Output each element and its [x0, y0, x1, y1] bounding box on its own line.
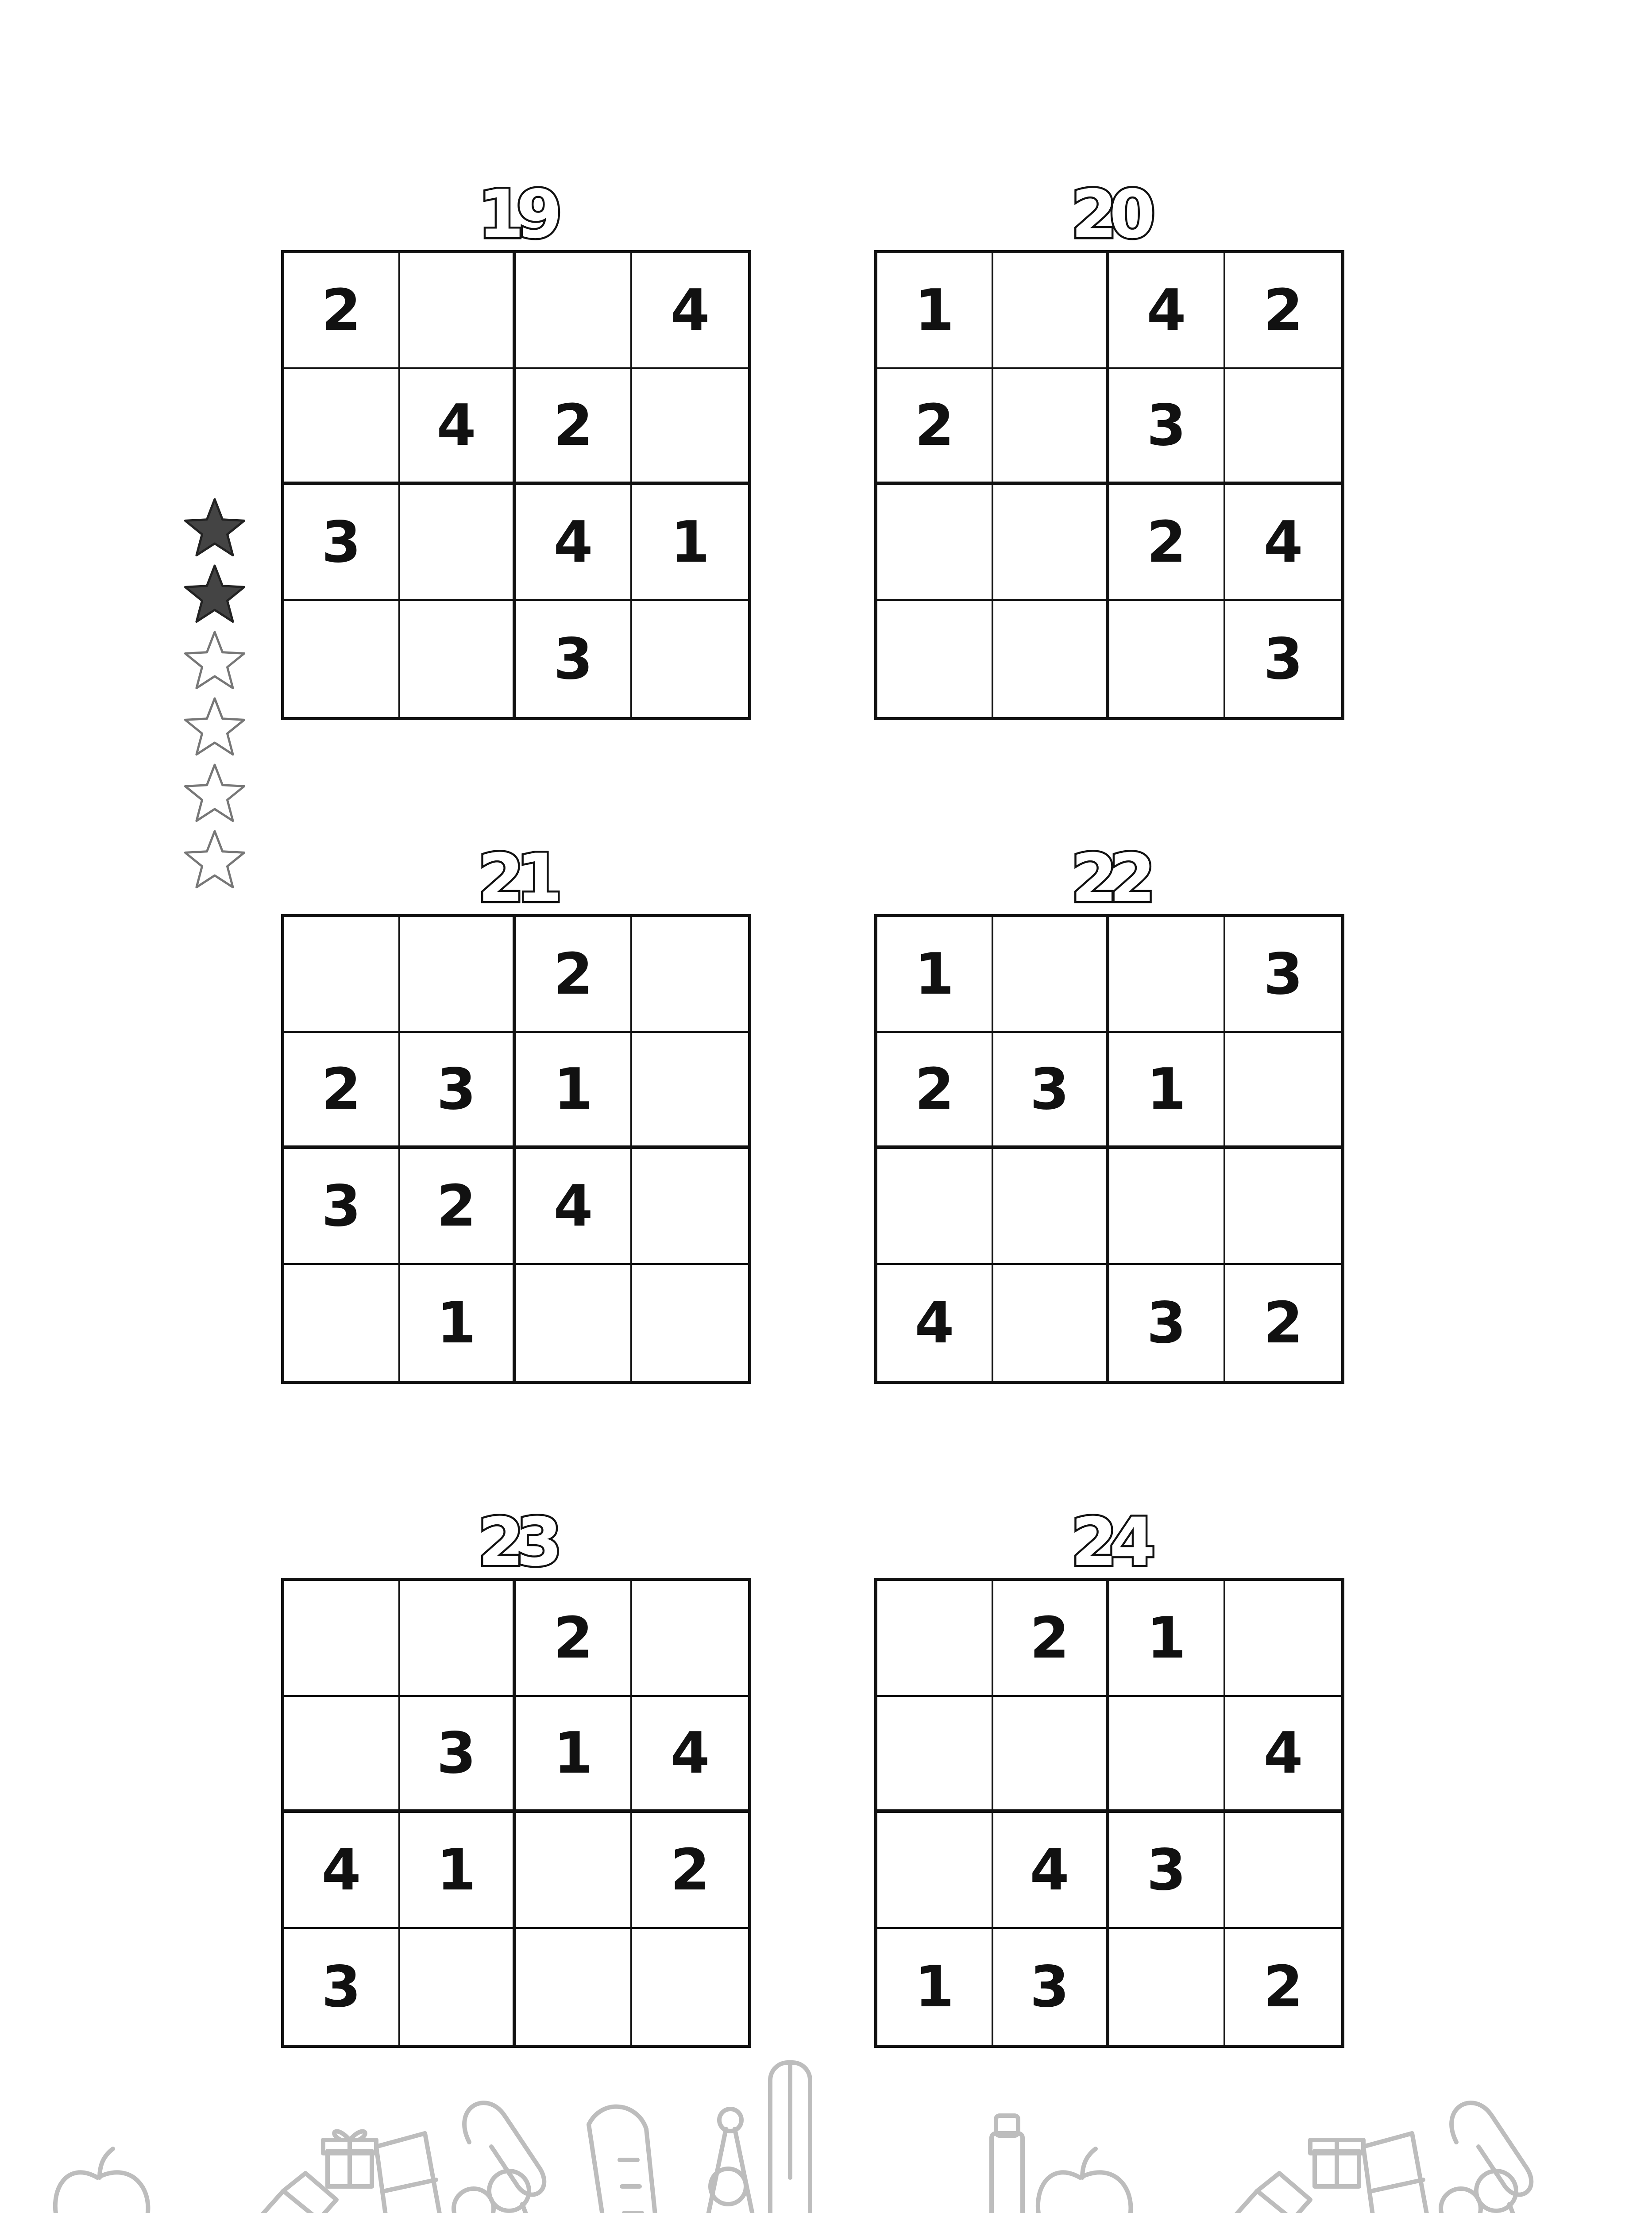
- puzzle-number: 22: [1071, 840, 1148, 917]
- pencil-icon: [1160, 2173, 1310, 2213]
- sudoku-cell[interactable]: 3: [1225, 917, 1341, 1033]
- school-supplies-decoration: [0, 2045, 1652, 2213]
- sudoku-cell[interactable]: [1109, 917, 1225, 1033]
- sudoku-cell[interactable]: 2: [1263, 1290, 1303, 1356]
- sudoku-cell[interactable]: [400, 1581, 516, 1697]
- puzzle-number: 24: [1071, 1504, 1148, 1581]
- compass-icon: [691, 2109, 770, 2213]
- sudoku-cell[interactable]: [516, 1265, 632, 1381]
- sudoku-cell[interactable]: [284, 917, 400, 1033]
- sudoku-cell[interactable]: [516, 253, 632, 369]
- sudoku-cell[interactable]: 1: [400, 1265, 516, 1381]
- sudoku-cell[interactable]: 4: [516, 1149, 632, 1265]
- sudoku-cell[interactable]: [1225, 1033, 1341, 1149]
- sudoku-cell[interactable]: 1: [1109, 1033, 1225, 1149]
- gift-icon: [323, 2132, 376, 2186]
- sudoku-cell[interactable]: 3: [993, 1929, 1109, 2045]
- sudoku-cell[interactable]: [632, 1265, 748, 1381]
- sudoku-cell[interactable]: [1225, 1149, 1341, 1265]
- sudoku-cell[interactable]: 2: [877, 369, 993, 485]
- sudoku-cell[interactable]: [632, 369, 748, 485]
- sudoku-cell[interactable]: 1: [1109, 1581, 1225, 1697]
- puzzle-number: 21: [478, 840, 555, 917]
- sudoku-cell[interactable]: 4: [632, 1697, 748, 1813]
- sudoku-cell[interactable]: 2: [516, 917, 632, 1033]
- star-filled-icon: [179, 562, 250, 628]
- sudoku-cell[interactable]: [516, 1929, 632, 2045]
- sudoku-cell[interactable]: 2: [1225, 253, 1341, 369]
- sudoku-cell[interactable]: 3: [400, 1697, 516, 1813]
- sudoku-cell[interactable]: 1: [400, 1813, 516, 1929]
- paperclip-icon: [1451, 2103, 1531, 2194]
- sudoku-cell[interactable]: 3: [1109, 1265, 1225, 1381]
- gift-icon: [1310, 2140, 1363, 2186]
- sudoku-cell[interactable]: 4: [877, 1265, 993, 1381]
- sudoku-cell[interactable]: [993, 485, 1109, 601]
- sudoku-cell[interactable]: [877, 1581, 993, 1697]
- sudoku-cell[interactable]: 2: [516, 1581, 632, 1697]
- sudoku-cell[interactable]: [632, 1581, 748, 1697]
- sudoku-cell[interactable]: 4: [1225, 1697, 1341, 1813]
- sudoku-cell[interactable]: 1: [516, 1033, 632, 1149]
- sudoku-cell[interactable]: 2: [284, 1033, 400, 1149]
- sudoku-cell[interactable]: 3: [284, 1149, 400, 1265]
- sudoku-cell[interactable]: 4: [993, 1813, 1109, 1929]
- sudoku-cell[interactable]: [400, 917, 516, 1033]
- sudoku-cell[interactable]: 2: [877, 1033, 993, 1149]
- sudoku-cell[interactable]: [400, 485, 516, 601]
- puzzle-number: 23: [478, 1504, 555, 1581]
- sudoku-cell[interactable]: [284, 369, 400, 485]
- sudoku-cell[interactable]: 3: [284, 1929, 400, 2045]
- sudoku-cell[interactable]: [877, 1813, 993, 1929]
- sudoku-cell[interactable]: [993, 369, 1109, 485]
- sudoku-cell[interactable]: [993, 601, 1109, 717]
- sudoku-cell[interactable]: [632, 917, 748, 1033]
- sudoku-cell[interactable]: 1: [877, 1929, 993, 2045]
- apple-icon: [1038, 2149, 1131, 2213]
- sudoku-cell[interactable]: 2: [1263, 1954, 1303, 2020]
- sudoku-cell[interactable]: 3: [400, 1033, 516, 1149]
- sudoku-cell[interactable]: 4: [516, 485, 632, 601]
- sudoku-cell[interactable]: 3: [1109, 1813, 1225, 1929]
- star-filled-icon: [179, 496, 250, 562]
- sudoku-cell[interactable]: 4: [632, 253, 748, 369]
- sudoku-cell[interactable]: [877, 1149, 993, 1265]
- pencil-icon: [186, 2173, 336, 2213]
- sudoku-cell[interactable]: [284, 1697, 400, 1813]
- sudoku-cell[interactable]: [993, 253, 1109, 369]
- sudoku-grid: [281, 250, 751, 720]
- puzzle-number: 19: [478, 176, 555, 253]
- sudoku-cell[interactable]: 3: [1263, 626, 1303, 692]
- sudoku-cell[interactable]: [1109, 1697, 1225, 1813]
- sudoku-grid: [281, 914, 751, 1384]
- sudoku-cell[interactable]: [993, 917, 1109, 1033]
- sudoku-cell[interactable]: 1: [877, 917, 993, 1033]
- pen-icon: [770, 2063, 810, 2213]
- eraser-icon: [1363, 2133, 1430, 2213]
- sudoku-cell[interactable]: [400, 1929, 516, 2045]
- sudoku-grid: [874, 250, 1344, 720]
- glue-stick-icon: [992, 2116, 1023, 2213]
- puzzle-number: 20: [1071, 176, 1148, 253]
- sudoku-cell[interactable]: 2: [400, 1149, 516, 1265]
- sudoku-cell[interactable]: 2: [993, 1581, 1109, 1697]
- sudoku-cell[interactable]: 2: [632, 1813, 748, 1929]
- sudoku-cell[interactable]: 2: [1109, 485, 1225, 601]
- sudoku-cell[interactable]: 3: [1109, 369, 1225, 485]
- sudoku-cell[interactable]: [632, 1033, 748, 1149]
- sudoku-cell[interactable]: 2: [284, 253, 400, 369]
- sudoku-cell[interactable]: [516, 1813, 632, 1929]
- sudoku-cell[interactable]: 4: [284, 1813, 400, 1929]
- paperclip-icon: [464, 2103, 544, 2194]
- difficulty-rating: [179, 496, 250, 894]
- sudoku-cell[interactable]: 3: [993, 1033, 1109, 1149]
- sudoku-grid: [874, 914, 1344, 1384]
- sudoku-cell[interactable]: [1225, 369, 1341, 485]
- sudoku-cell[interactable]: 3: [284, 485, 400, 601]
- sudoku-cell[interactable]: [1225, 1813, 1341, 1929]
- sudoku-cell[interactable]: [993, 1149, 1109, 1265]
- sudoku-cell[interactable]: [1109, 1149, 1225, 1265]
- sudoku-cell[interactable]: [284, 1265, 400, 1381]
- sudoku-cell[interactable]: 1: [516, 1697, 632, 1813]
- sudoku-cell[interactable]: [632, 601, 748, 717]
- sudoku-cell[interactable]: [400, 601, 516, 717]
- sudoku-cell[interactable]: [1109, 1929, 1225, 2045]
- sudoku-cell[interactable]: 1: [877, 253, 993, 369]
- sudoku-cell[interactable]: [877, 1697, 993, 1813]
- sudoku-cell[interactable]: [877, 485, 993, 601]
- star-empty-icon: [179, 695, 250, 761]
- sudoku-cell[interactable]: [400, 253, 516, 369]
- sudoku-cell[interactable]: 4: [1225, 485, 1341, 601]
- sudoku-cell[interactable]: [993, 1265, 1109, 1381]
- star-empty-icon: [179, 828, 250, 894]
- sudoku-cell[interactable]: [1225, 1581, 1341, 1697]
- sudoku-cell[interactable]: [632, 1149, 748, 1265]
- sudoku-grid: [874, 1578, 1344, 2048]
- sudoku-cell[interactable]: 1: [632, 485, 748, 601]
- sudoku-cell[interactable]: 2: [516, 369, 632, 485]
- eraser-icon: [376, 2133, 443, 2213]
- star-empty-icon: [179, 628, 250, 695]
- sudoku-cell[interactable]: 4: [400, 369, 516, 485]
- sudoku-cell[interactable]: 4: [1109, 253, 1225, 369]
- apple-icon: [55, 2149, 148, 2213]
- sudoku-cell[interactable]: [284, 1581, 400, 1697]
- sudoku-cell[interactable]: [877, 601, 993, 717]
- sudoku-cell[interactable]: [284, 601, 400, 717]
- sudoku-grid: [281, 1578, 751, 2048]
- sudoku-cell[interactable]: 3: [516, 601, 632, 717]
- sudoku-cell[interactable]: [632, 1929, 748, 2045]
- sudoku-cell[interactable]: [1109, 601, 1225, 717]
- star-empty-icon: [179, 761, 250, 828]
- sudoku-cell[interactable]: [993, 1697, 1109, 1813]
- cutter-icon: [589, 2107, 664, 2213]
